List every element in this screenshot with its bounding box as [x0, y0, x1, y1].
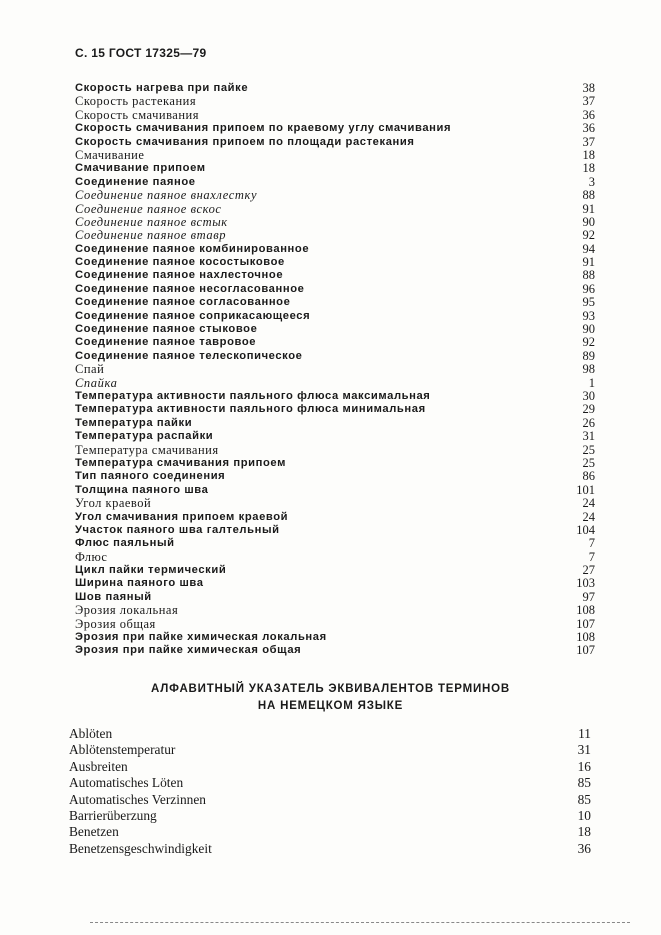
index-entry [69, 808, 591, 824]
index-entry [75, 95, 595, 108]
index-page-number: 92 [582, 335, 595, 350]
index-entry [75, 82, 595, 95]
index-page-number: 30 [582, 388, 595, 403]
index-page-number: 31 [577, 742, 591, 758]
index-term: Соединение паяное соприкасающееся [75, 309, 311, 322]
index-entry [69, 792, 591, 808]
index-entry [75, 243, 595, 256]
russian-term-index [75, 82, 595, 658]
index-term: Температура смачивания припоем [75, 456, 286, 469]
index-term: Соединение паяное нахлесточное [75, 269, 284, 282]
index-term: Угол смачивания припоем краевой [75, 510, 289, 523]
index-entry [75, 604, 595, 617]
section-heading-line-1: АЛФАВИТНЫЙ УКАЗАТЕЛЬ ЭКВИВАЛЕНТОВ ТЕРМИНОВ [151, 683, 510, 695]
index-page-number: 18 [582, 161, 595, 176]
index-term: Соединение паяное [75, 175, 196, 188]
index-entry [75, 203, 595, 216]
index-entry [75, 336, 595, 349]
german-term-index [69, 726, 591, 857]
index-term: Соединение паяное встык [75, 214, 228, 229]
index-term: Соединение паяное комбинированное [75, 242, 310, 255]
index-term: Automatisches Löten [69, 775, 184, 791]
index-page-number: 86 [582, 469, 595, 484]
index-page-number: 85 [577, 775, 591, 791]
index-term: Флюс паяльный [75, 537, 175, 550]
index-page-number: 97 [582, 589, 595, 604]
index-entry [75, 122, 595, 135]
index-term: Ширина паяного шва [75, 577, 204, 590]
index-term: Температура распайки [75, 430, 214, 443]
index-page-number: 90 [582, 322, 595, 337]
index-entry [75, 403, 595, 416]
index-term: Соединение паяное несогласованное [75, 282, 305, 295]
index-term: Соединение паяное косостыковое [75, 256, 285, 269]
index-term: Соединение паяное согласованное [75, 296, 291, 309]
index-page-number: 3 [588, 174, 595, 189]
index-page-number: 7 [588, 536, 595, 551]
index-page-number: 31 [582, 429, 595, 444]
index-page-number: 29 [582, 402, 595, 417]
index-page-number: 7 [588, 549, 595, 564]
index-entry [69, 841, 591, 857]
index-term: Automatisches Verzinnen [69, 791, 206, 807]
bottom-rule [90, 922, 630, 923]
index-entry [75, 149, 595, 162]
index-page-number: 96 [582, 281, 595, 296]
index-page-number: 93 [582, 308, 595, 323]
index-page-number: 95 [582, 295, 595, 310]
index-term: Температура активности паяльного флюса максимальная [75, 389, 431, 402]
index-term: Спай [75, 362, 105, 377]
index-entry [75, 551, 595, 564]
index-entry [75, 323, 595, 336]
index-term: Соединение паяное тавровое [75, 336, 257, 349]
index-term: Эрозия при пайке химическая общая [75, 644, 302, 657]
index-page-number: 103 [576, 576, 595, 591]
index-term: Смачивание припоем [75, 162, 206, 175]
index-page-number: 37 [582, 134, 595, 149]
index-entry [69, 742, 591, 758]
index-entry [75, 350, 595, 363]
index-page-number: 37 [582, 94, 595, 109]
index-term: Ablöten [69, 726, 113, 741]
index-entry [75, 511, 595, 524]
index-entry [75, 363, 595, 376]
index-page-number: 36 [582, 107, 595, 122]
index-term: Шов паяный [75, 590, 152, 603]
index-page-number: 24 [582, 496, 595, 511]
index-term: Температура активности паяльного флюса минимальная [75, 403, 426, 416]
index-page-number: 25 [582, 442, 595, 457]
index-term: Ausbreiten [69, 758, 128, 774]
index-term: Соединение паяное внахлестку [75, 188, 258, 203]
index-entry [75, 577, 595, 590]
index-page-number: 11 [578, 726, 591, 741]
index-page-number: 36 [582, 121, 595, 136]
index-page-number: 18 [577, 824, 591, 840]
index-entry [75, 176, 595, 189]
index-entry [75, 644, 595, 657]
index-entry [75, 497, 595, 510]
index-entry [75, 109, 595, 122]
index-entry [75, 564, 595, 577]
index-entry [75, 390, 595, 403]
index-term: Эрозия локальная [75, 603, 179, 618]
index-entry [75, 631, 595, 644]
index-page-number: 108 [576, 630, 595, 645]
index-page-number: 101 [576, 482, 595, 497]
index-page-number: 91 [582, 201, 595, 216]
index-page-number: 107 [576, 643, 595, 658]
index-page-number: 25 [582, 455, 595, 470]
index-term: Скорость смачивания припоем по площади растекания [75, 135, 415, 148]
index-entry [75, 216, 595, 229]
index-term: Спайка [75, 375, 118, 390]
index-entry [75, 524, 595, 537]
index-term: Соединение паяное втавр [75, 228, 227, 243]
index-term: Температура пайки [75, 416, 193, 429]
index-term: Эрозия общая [75, 616, 156, 631]
index-term: Соединение паяное телескопическое [75, 349, 303, 362]
index-entry [75, 269, 595, 282]
index-page-number: 90 [582, 214, 595, 229]
index-entry [75, 470, 595, 483]
index-term: Цикл пайки термический [75, 564, 227, 577]
index-entry [69, 775, 591, 791]
index-entry [75, 430, 595, 443]
index-page-number: 98 [582, 362, 595, 377]
index-page-number: 27 [582, 563, 595, 578]
index-term: Скорость нагрева при пайке [75, 82, 249, 94]
index-term: Угол краевой [75, 496, 152, 511]
index-page-number: 107 [576, 616, 595, 631]
index-term: Толщина паяного шва [75, 483, 209, 496]
index-page-number: 104 [576, 522, 595, 537]
index-page-number: 88 [582, 188, 595, 203]
index-entry [75, 537, 595, 550]
section-heading-line-2: НА НЕМЕЦКОМ ЯЗЫКЕ [257, 700, 404, 712]
index-entry [75, 162, 595, 175]
index-term: Температура смачивания [75, 442, 219, 457]
index-term: Скорость смачивания припоем по краевому углу смачивания [75, 122, 452, 135]
index-entry [75, 296, 595, 309]
index-page-number: 18 [582, 147, 595, 162]
index-page-number: 16 [577, 758, 591, 774]
index-term: Соединение паяное стыковое [75, 323, 258, 336]
index-entry [75, 256, 595, 269]
index-page-number: 36 [577, 840, 591, 856]
index-page-number: 94 [582, 241, 595, 256]
index-term: Benetzensgeschwindigkeit [69, 840, 212, 856]
index-page-number: 85 [577, 791, 591, 807]
index-entry [75, 444, 595, 457]
index-term: Скорость смачивания [75, 107, 199, 122]
index-entry [69, 726, 591, 742]
index-entry [75, 457, 595, 470]
index-entry [75, 229, 595, 242]
index-term: Benetzen [69, 824, 119, 840]
index-entry [75, 377, 595, 390]
index-page-number: 89 [582, 348, 595, 363]
index-term: Флюс [75, 549, 108, 564]
index-entry [75, 618, 595, 631]
index-page-number: 24 [582, 509, 595, 524]
index-page-number: 91 [582, 255, 595, 270]
index-entry [75, 310, 595, 323]
index-page-number: 92 [582, 228, 595, 243]
index-term: Соединение паяное вскос [75, 201, 222, 216]
index-page-number: 10 [577, 807, 591, 823]
index-entry [75, 417, 595, 430]
index-entry [75, 189, 595, 202]
index-term: Barrierüberzung [69, 807, 157, 823]
index-page-number: 1 [588, 375, 595, 390]
index-term: Смачивание [75, 147, 145, 162]
index-entry [75, 283, 595, 296]
index-page-number: 108 [576, 603, 595, 618]
index-term: Эрозия при пайке химическая локальная [75, 631, 327, 644]
index-page-number: 88 [582, 268, 595, 283]
index-entry [75, 484, 595, 497]
page-header: С. 15 ГОСТ 17325—79 [75, 46, 207, 60]
index-page-number: 38 [582, 81, 595, 95]
index-term: Тип паяного соединения [75, 470, 226, 483]
index-term: Ablötenstemperatur [69, 742, 176, 758]
index-term: Участок паяного шва галтельный [75, 523, 280, 536]
index-entry [69, 759, 591, 775]
index-entry [75, 591, 595, 604]
index-entry [75, 136, 595, 149]
index-term: Скорость растекания [75, 94, 197, 109]
index-entry [69, 824, 591, 840]
index-page-number: 26 [582, 415, 595, 430]
